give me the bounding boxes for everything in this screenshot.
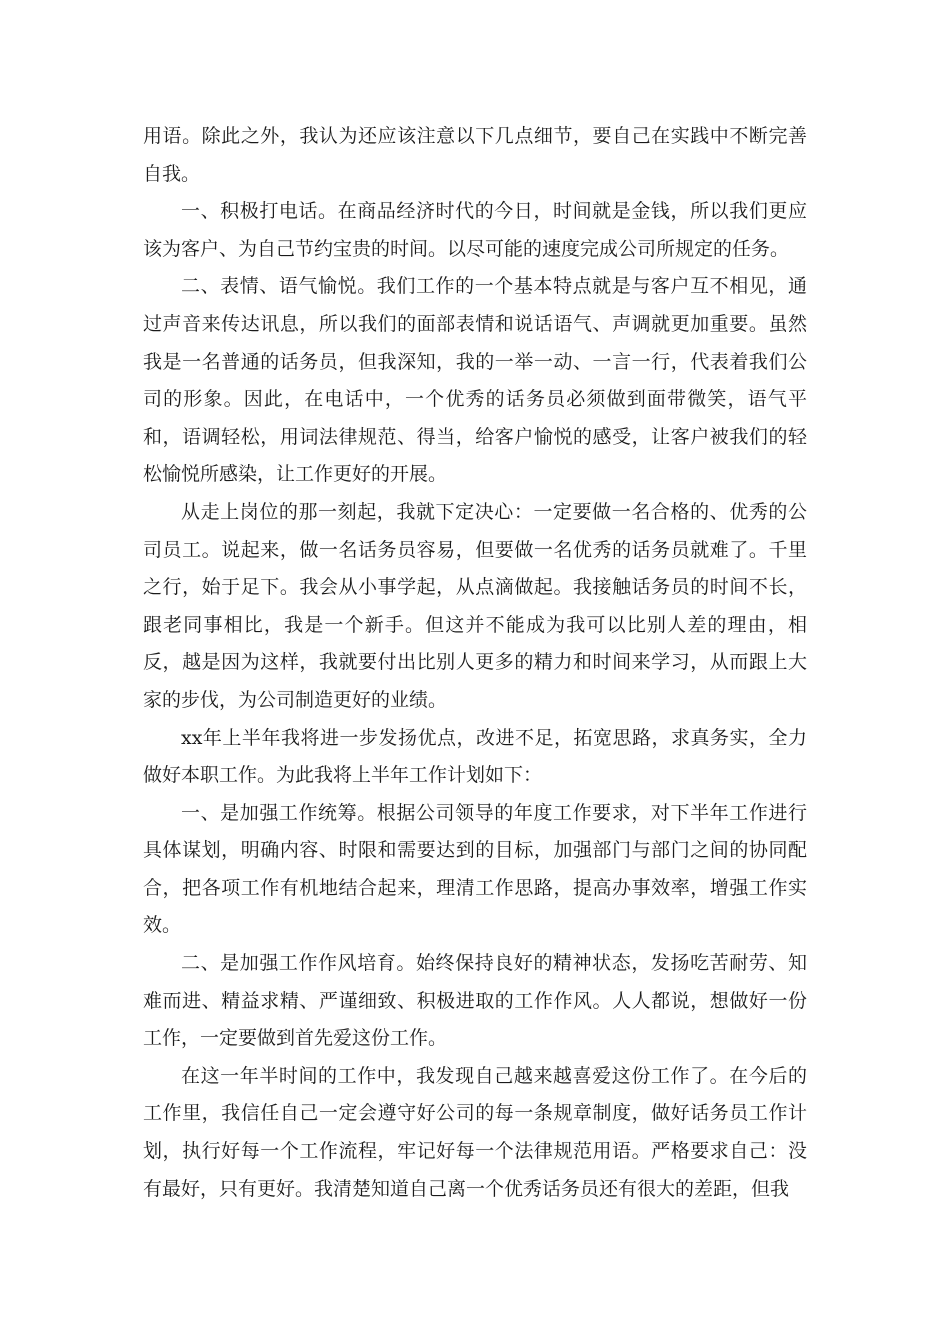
paragraph-5: xx年上半年我将进一步发扬优点，改进不足，拓宽思路，求真务实，全力做好本职工作。为此我将上半年工作计划如下： bbox=[143, 726, 807, 787]
paragraph-8: 在这一年半时间的工作中，我发现自己越来越喜爱这份工作了。在今后的工作里，我信任自己一定会遵守好公司的每一条规章制度，做好话务员工作计划，执行好每一个工作流程，牢记好每一个法律规范用语。严格要求自己：没有最好，只有更好。我清楚知道自己离一个优秀话务员还有很大的差距，但我 bbox=[143, 1064, 807, 1200]
paragraph-1: 用语。除此之外，我认为还应该注意以下几点细节，要自己在实践中不断完善自我。 bbox=[143, 125, 807, 185]
paragraph-7: 二、是加强工作作风培育。始终保持良好的精神状态，发扬吃苦耐劳、知难而进、精益求精、严谨细致、积极进取的工作作风。人人都说，想做好一份工作，一定要做到首先爱这份工作。 bbox=[143, 952, 807, 1050]
paragraph-3: 二、表情、语气愉悦。我们工作的一个基本特点就是与客户互不相见，通过声音来传达讯息，所以我们的面部表情和说话语气、声调就更加重要。虽然我是一名普通的话务员，但我深知，我的一举一动、一言一行，代表着我们公司的形象。因此，在电话中，一个优秀的话务员必须做到面带微笑，语气平和，语调轻松，用词法律规范、得当，给客户愉悦的感受，让客户被我们的轻松愉悦所感染，让工作更好的开展。 bbox=[143, 275, 807, 486]
paragraph-4: 从走上岗位的那一刻起，我就下定决心：一定要做一名合格的、优秀的公司员工。说起来，做一名话务员容易，但要做一名优秀的话务员就难了。千里之行，始于足下。我会从小事学起，从点滴做起。我接触话务员的时间不长，跟老同事相比，我是一个新手。但这并不能成为我可以比别人差的理由，相反，越是因为这样，我就要付出比别人更多的精力和时间来学习，从而跟上大家的步伐，为公司制造更好的业绩。 bbox=[143, 500, 807, 711]
paragraph-6: 一、是加强工作统筹。根据公司领导的年度工作要求，对下半年工作进行具体谋划，明确内容、时限和需要达到的目标，加强部门与部门之间的协同配合，把各项工作有机地结合起来，理清工作思路，提高办事效率，增强工作实效。 bbox=[143, 801, 807, 937]
paragraph-2: 一、积极打电话。在商品经济时代的今日，时间就是金钱，所以我们更应该为客户、为自己节约宝贵的时间。以尽可能的速度完成公司所规定的任务。 bbox=[143, 200, 807, 260]
document-body bbox=[143, 118, 807, 1208]
